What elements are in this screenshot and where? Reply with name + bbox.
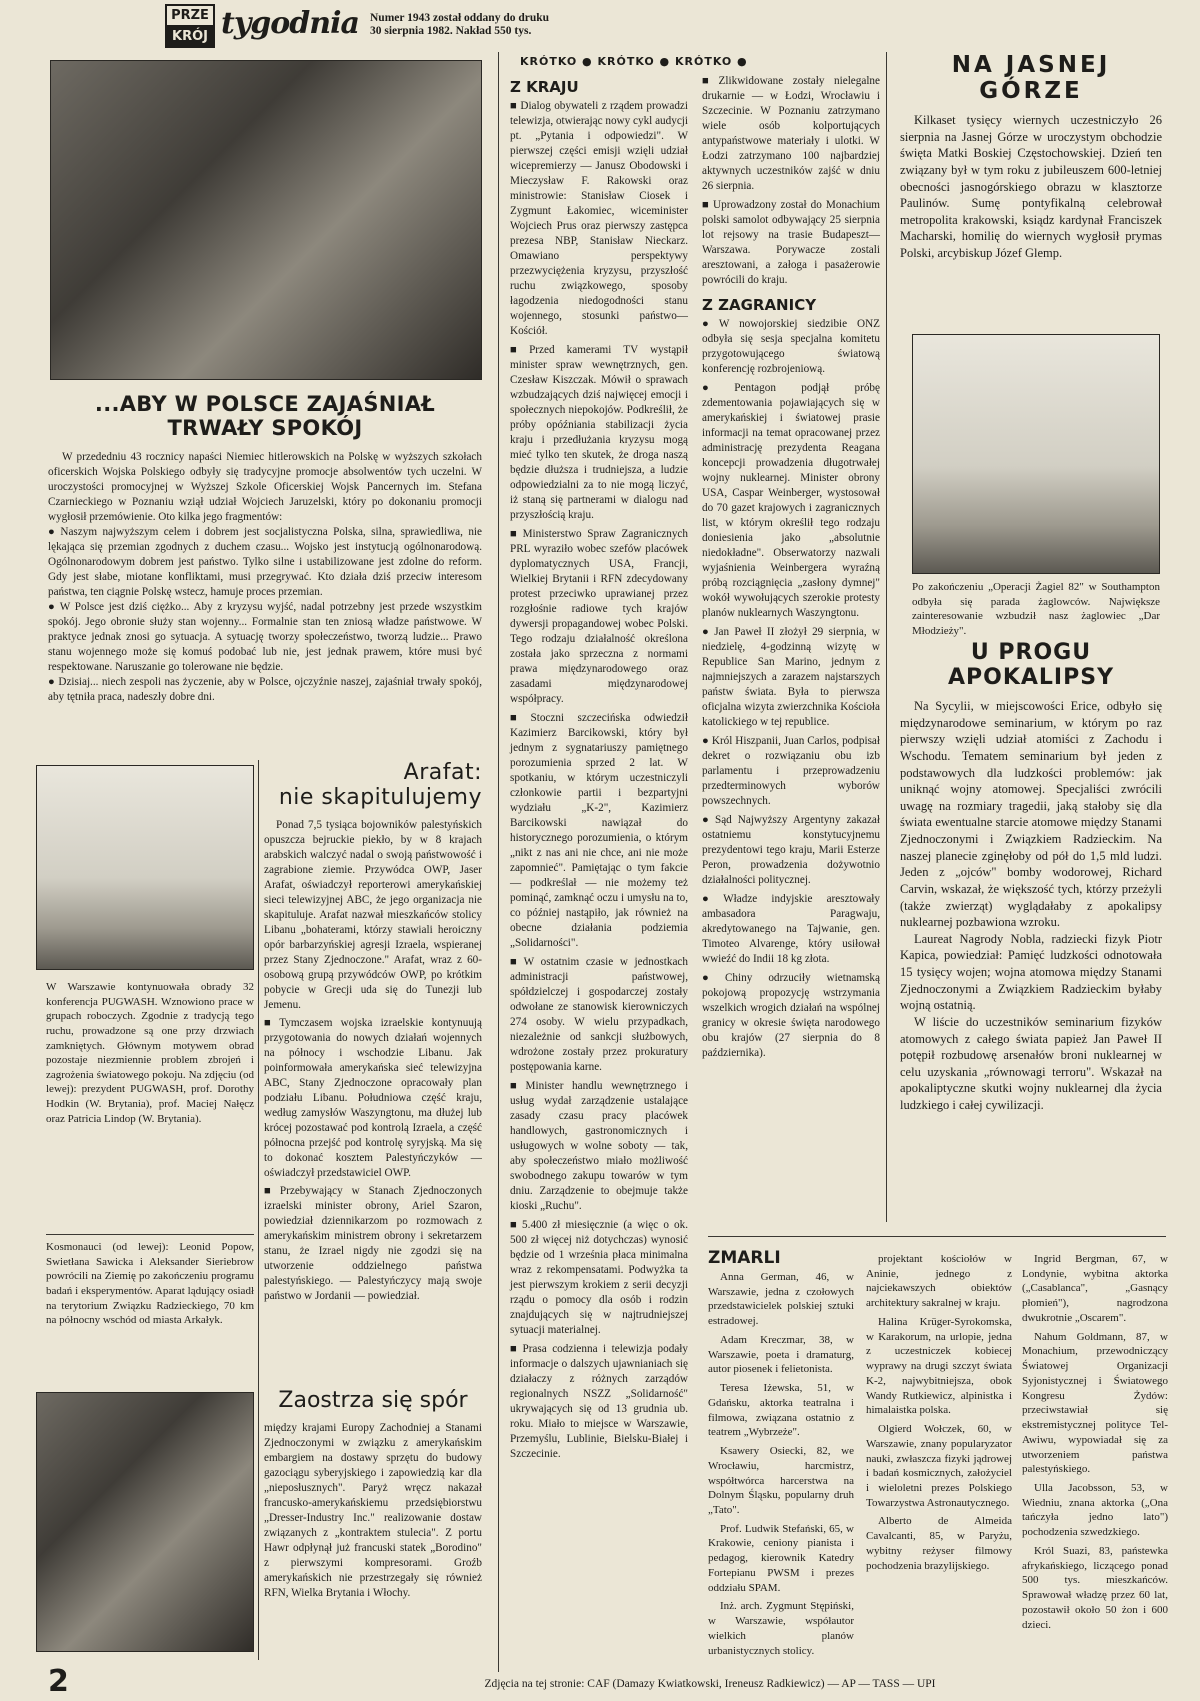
print-info-line-1: Numer 1943 został oddany do druku: [370, 12, 550, 24]
arafat-p3: [264, 1184, 482, 1304]
spor-p1: między krajami Europy Zachodniej a Stanami Zjednoczonymi w związku z amerykańskim embargiem na dostawy sprzętu do budowy gazociągu syberyjskiego i zapowiedzią kar dla „nieposłusznych". Paryż wręcz nakazał francusko-amerykańskiemu przedsiębiorstwu „Dresser-Industry Inc." realizowanie dostaw związanych z „kontraktem stulecia". Z portu Hawr odpłynął już francuski statek „Borodino" z pierwszymi kompresorami. Groźb amerykańskich nie przestrzegały się również RFN, Wielka Brytania i Włochy.: [264, 1422, 482, 1599]
column-rule: [886, 52, 887, 1222]
obituary-entry: Anna German, 46, w Warszawie, jedna z czołowych przedstawicielek polskiej sztuki estradowej.: [708, 1271, 854, 1328]
obituary-entry: Halina Krüger-Syrokomska, w Karakorum, na urlopie, jedna z uczestniczek kobiecej wyprawy na drugi szczyt świata K-2, najwybitniejsza, obok Wandy Rutkiewicz, alpinistka i himalaistka polska.: [866, 1315, 1012, 1417]
arafat-article: [264, 760, 482, 1304]
bullet-icon: ●: [48, 601, 57, 613]
obituary-entry: Nahum Goldmann, 87, w Monachium, przewodniczący Światowej Organizacji Syjonistycznej i Światowego Kongresu Żydów: przeciwstawiał się ekstremistycznej polityce Tel-Awiwu, wypowiadał się za utworzeniem państwa palestyńskiego.: [1022, 1330, 1168, 1476]
news-item: [510, 343, 688, 523]
square-bullet-icon: ■: [702, 75, 716, 87]
arafat-p2: [264, 1016, 482, 1181]
news-item: [510, 527, 688, 707]
logo-bottom: KRÓJ: [167, 27, 213, 46]
obituary-entry: Ksawery Osiecki, 82, we Wrocławiu, harcmistrz, współtwórca harcerstwa na Dolnym Śląsku, popularny druh „Tato".: [708, 1445, 854, 1517]
obituary-entry: Ingrid Bergman, 67, w Londynie, wybitna aktorka („Casablanca", „Gasnący płomień"), nagrodzona dwukrotnie „Oscarem".: [1022, 1253, 1168, 1324]
news-item-text: Król Hiszpanii, Juan Carlos, podpisał dekret o rozwiązaniu obu izb parlamentu i przeprowadzeniu przedterminowych wyborów powszechnych.: [702, 735, 881, 807]
print-info-line-2: 30 sierpnia 1982. Nakład 550 tys.: [370, 25, 532, 37]
news-item: [510, 1218, 688, 1338]
lead-quote-1: [48, 525, 482, 600]
square-bullet-icon: ■: [510, 1080, 523, 1092]
news-item-text: Zlikwidowane zostały nielegalne drukarnie — w Łodzi, Wrocławiu i Szczecinie. W Poznaniu zatrzymano wiele osób kolportujących antypaństwowe materiały i ulotki. W Łodzi zatrzymano 100 najbardziej aktywnych uczestników zajść w dniu 26 sierpnia.: [702, 75, 880, 192]
news-item-text: Minister handlu wewnętrznego i usług wydał zarządzenie ustalające zasady czasu pracy placówek handlowych, gastronomicznych i usługowych w wolne soboty — tak, aby społeczeństwo miało możliwość swobodnego zakupu towarów w tym dniu. Zarządzenie to obejmuje także kioski „Ruchu".: [510, 1080, 688, 1212]
ship-photo: [912, 334, 1160, 574]
obituary-entry: Alberto de Almeida Cavalcanti, 85, w Paryżu, wybitny reżyser filmowy pochodzenia brazylijskiego.: [866, 1515, 1012, 1572]
bullet-icon: ●: [702, 735, 709, 747]
jasna-gora-headline: NA JASNEJ GÓRZE: [951, 52, 1111, 104]
news-item: [510, 711, 688, 951]
obituary-entry: Inż. arch. Zygmunt Stępiński, w Warszawie, współautor wielkich planów urbanistycznych stolicy.: [708, 1600, 854, 1657]
news-item-text: Prasa codzienna i telewizja podały informacje o dalszych ujawnianiach się działaczy z różnych zarządów regionalnych NSZZ „Solidarność" ukrywających się od 13 grudnia ub. roku. Miało to miejsce w Warszawie, Przemyślu, Lublinie, Bielsku-Białej i Szczecinie.: [510, 1343, 688, 1460]
news-item: [702, 734, 880, 809]
news-item: [702, 381, 880, 621]
column-rule: [498, 52, 499, 1672]
square-bullet-icon: ■: [264, 1185, 277, 1197]
arafat-headline-1: Arafat:: [403, 760, 482, 785]
square-bullet-icon: ■: [510, 100, 518, 112]
spor-article: [264, 1388, 482, 1601]
ship-caption: Po zakończeniu „Operacji Żagiel 82" w Southampton odbyła się parada żaglowców. Największe zainteresowanie wzbudził nasz żaglowiec „Dar Młodzieży".: [912, 581, 1160, 637]
logo: [165, 4, 215, 48]
zmarli-col-3: [1022, 1252, 1168, 1636]
news-item: [510, 955, 688, 1075]
arafat-p1: Ponad 7,5 tysiąca bojowników palestyńskich opuszcza bejruckie piekło, by w 8 krajach arabskich walczyć nadal o swoją państwowość i zagrabione ziemie. Przywódca OWP, Jaser Arafat, oświadczył reporterowi amerykańskiej sieci telewizyjnej ABC, że jego organizacja nie skapituluje. Arafat nazwał mieszkańców stolicy Libanu „bohaterami, którzy stawiali heroiczny opór barbarzyńskiej agresji Izraela, wspieranej przez Stany Zjednoczone." Arafat, wraz z 60-osobową grupą przywódców OWP, po krótkim pobycie w Grecji uda się do Tunezji lub Jemenu.: [264, 819, 482, 1011]
pugwash-photo: [36, 765, 254, 970]
obituary-entry: Król Suazi, 83, państewka afrykańskiego, liczącego ponad 500 tys. mieszkańców. Sprawował władzę przez 60 lat, pozostawił około 50 żon i 600 dzieci.: [1022, 1544, 1168, 1631]
obituary-entry: Ulla Jacobsson, 53, w Wiedniu, znana aktorka („Ona tańczyła jedno lato") pochodzenia szwedzkiego.: [1022, 1482, 1168, 1539]
bullet-icon: ●: [702, 972, 722, 984]
zagranica-title: Z ZAGRANICY: [702, 296, 817, 314]
lead-quote-2: [48, 600, 482, 675]
apokalipsa-article: [900, 640, 1162, 1114]
kraj-items-list: [510, 99, 688, 1462]
page-number: 2: [48, 1664, 69, 1699]
arafat-headline-2: nie skapitulujemy: [278, 785, 482, 810]
kraj-title: Z KRAJU: [510, 78, 579, 96]
zmarli-col-1: [708, 1270, 854, 1662]
apokalipsa-text-3: W liście do uczestników seminarium fizyków atomowych z całego świata papież Jan Paweł II potępił rozbudowę arsenałów broni nuklearnej w celu uzyskania „równowagi terroru". Wskazał na apokaliptyczne skutki wojny nuklearnej dla życia ludzkiego i całej cywilizacji.: [900, 1014, 1162, 1112]
photo-credits: Zdjęcia na tej stronie: CAF (Damazy Kwiatkowski, Ireneusz Radkiewicz) — AP — TASS — UPI: [484, 1678, 936, 1690]
cosmonauts-photo: [36, 1392, 254, 1652]
news-item: [702, 813, 880, 888]
news-item-text: W nowojorskiej siedzibie ONZ odbyła się sesja specjalna komitetu przygotowującego światową konferencję rozbrojeniową.: [702, 318, 880, 375]
news-item-text: Chiny odrzuciły wietnamską pokojową propozycję wstrzymania wszelkich wrogich działań na wspólnej granicy w okresie święta narodowego obu krajów (27 sierpnia do 8 października).: [702, 972, 880, 1059]
bullet-icon: ●: [702, 814, 712, 826]
zmarli-col-2: [866, 1252, 1012, 1577]
jasna-gora-article: [900, 52, 1162, 262]
square-bullet-icon: ■: [510, 1343, 520, 1355]
square-bullet-icon: ■: [510, 1219, 520, 1231]
news-item: [702, 198, 880, 288]
cosmonauts-caption: Kosmonauci (od lewej): Leonid Popow, Swietłana Sawicka i Aleksander Sieriebrow powrócili na Ziemię po zakończeniu programu badań i eksperymentów. Aparat lądujący osiadł na terytorium Związku Radzieckiego, 70 km na północny wschód od miasta Arkałyk.: [46, 1241, 254, 1327]
logo-top: PRZE: [167, 6, 213, 27]
news-item: [702, 892, 880, 967]
apokalipsa-text: Na Sycylii, w miejscowości Erice, odbyło się międzynarodowe seminarium, w którym po raz pierwszy wzięli udział atomiści z Zachodu i Wschodu. Tematem seminarium był jeden z podstawowych dla ludzkości problemów: jak uniknąć wojny atomowej. Specjaliści zwrócili uwagę na rozmiary tragedii, jaką stałoby się dla świata ewentualne starcie atomowe między Stanami Zjednoczonymi i Związkiem Radzieckim. Na naszej planecie zginęłoby od pół do 1,5 mld ludzi. Jeden z „ojców" bomby wodorowej, Richard Carvin, wskazał, że większość tych, którzy przeżyli (także zwierząt) wyglądałaby z apokalipsy nuklearnej pozbawiona wzroku.: [900, 699, 1162, 930]
square-bullet-icon: ■: [510, 712, 528, 724]
krotko-banner: KRÓTKO ● KRÓTKO ● KRÓTKO ●: [520, 55, 748, 68]
print-info: [370, 12, 549, 38]
krotko-column-2: [702, 74, 880, 1065]
news-item-text: Pentagon podjął próbę zdementowania pojawiających się w amerykańskiej i światowej prasie informacji na temat opracowanej przez administrację prezydenta Reagana koncepcji prowadzenia długotrwałej wojny nuklearnej. Minister obrony USA, Caspar Weinberger, wystosował do 70 gazet krajowych i zagranicznych list, w którym określił tego rodzaju doniesienia jako „absolutnie niedokładne". Obserwatorzy nazwali wyjaśnienia Weinbergera wyraźną próbą rozciągnięcia „zasłony dymnej" wokół wywołujących szerokie protesty planów nuklearnych Waszyngtonu.: [702, 382, 880, 619]
news-item-text: Władze indyjskie aresztowały ambasadora Paragwaju, akredytowanego na Tajwanie, gen. Timoteo Alvarenge, który usiłował wwieźć do Indii 18 kg złota.: [702, 893, 880, 965]
news-item: [510, 1342, 688, 1462]
lead-photo-officers: [50, 60, 482, 380]
obituary-entry: Olgierd Wołczek, 60, w Warszawie, znany popularyzator nauki, zwłaszcza fizyki jądrowej i badań kosmicznych, założyciel i wieloletni prezes Polskiego Towarzystwa Astronautycznego.: [866, 1423, 1012, 1509]
news-item: [510, 1079, 688, 1214]
news-item-text: Przed kamerami TV wystąpił minister spraw wewnętrznych, gen. Czesław Kiszczak. Mówił o sprawach wzbudzających dziś najwięcej emocji i społecznych niepokojów. Podkreślił, że próby opóźniania stabilizacji życia kraju i przedłużania kryzysu mogą mieć tylko ten skutek, że droga naszą będzie dłuższa i trudniejsza, a ludzie odpowiedzialni za to nie mogą liczyć, iż staną się partnerami w dialogu nad przyszłością kraju.: [510, 344, 688, 521]
news-item: [702, 317, 880, 377]
news-item: [510, 99, 688, 339]
square-bullet-icon: ■: [510, 956, 521, 968]
apokalipsa-headline: U PROGU APOKALIPSY: [947, 640, 1115, 690]
pugwash-caption: W Warszawie kontynuowała obrady 32 konferencja PUGWASH. Wznowiono prace w grupach roboczych. Zgodnie z tradycją tego ruchu, prowadzone są one przy drzwiach zamkniętych. Głównym motywem obrad pozostaje niezmiennie problem zbrojeń i zagrożenia światowego pokoju. Na zdjęciu (od lewej): prezydent PUGWASH, prof. Dorothy Hodkin (W. Brytania), prof. Maciej Nałęcz oraz Patricia Lindop (W. Brytania).: [46, 981, 254, 1125]
lead-quote-3: [48, 675, 482, 705]
apokalipsa-text-2: Laureat Nagrody Nobla, radziecki fizyk Piotr Kapica, powiedział: Pamięć ludzkości odnotowała 15 tysięcy wojen; wojna atomowa między Stanami Zjednoczonymi a Związkiem Radzieckim byłaby wojną ostatnią.: [900, 931, 1162, 1013]
arafat-p3-text: Przebywający w Stanach Zjednoczonych izraelski minister obrony, Ariel Szaron, powiedział dziennikarzom po rozmowach z amerykańskim ministrem obrony i sekretarzem stanu, że Izrael nigdy nie zgodzi się na utworzenie oddzielnego państwa palestyńskiego. — Palestyńczycy mają swoje państwo w Jordanii — powiedział.: [264, 1185, 482, 1302]
lead-quote-3-text: Dzisiaj... niech zespoli nas życzenie, aby w Polsce, ojczyźnie naszej, zajaśniał trwały spokój, aby tętniła praca, nadeszły dobre dni.: [48, 676, 482, 703]
square-bullet-icon: ■: [510, 528, 520, 540]
news-item-text: Dialog obywateli z rządem prowadzi telewizja, otwierając nowy cykl audycji pt. „Pytania i odpowiedzi". W pierwszej części emisji wzięli udział wicepremierzy — Janusz Obodowski i Mieczysław F. Rakowski oraz ministrowie: Stanisław Ciosek i Zygmunt Łakomiec, wiceminister Wojciech Prus oraz pierwszy zastępca prezesa NBP, Stanisław Nieckarz. Omawiano perspektywy przezwyciężenia kryzysu, przyszłość ruchu związkowego, sposoby łagodzenia niedogodności stanu wojennego, stosunki państwo—Kościół.: [510, 100, 688, 337]
bullet-icon: ●: [702, 626, 712, 638]
zmarli-title: ZMARLI: [708, 1248, 781, 1268]
jasna-gora-text: Kilkaset tysięcy wiernych uczestniczyło 26 sierpnia na Jasnej Górze w uroczystym obchodzie święta Matki Boskiej Częstochowskiej. Dzień ten związany był w tym roku z jubileuszem 600-letniej obecności jasnogórskiego obrazu w klasztorze Paulinów. Sumę pontyfikalną celebrował metropolita krakowski, ksiądz kardynał Franciszek Macharski, homilię do wiernych wygłosił prymas Polski, arcybiskup Józef Glemp.: [900, 113, 1162, 260]
spor-headline: Zaostrza się spór: [278, 1388, 468, 1413]
square-bullet-icon: ■: [702, 199, 711, 211]
lead-headline: ...ABY W POLSCE ZAJAŚNIAŁ TRWAŁY SPOKÓJ: [94, 392, 436, 440]
news-item-text: W ostatnim czasie w jednostkach administracji państwowej, spółdzielczej i gospodarczej zostały odwołane ze stanowisk kierowniczych 274 osoby. W wielu przypadkach, niezależnie od sankcji służbowych, wdrożone zostały przez prokuratury postępowania karne.: [510, 956, 688, 1073]
bullet-icon: ●: [48, 526, 58, 538]
news-item-text: Jan Paweł II złożył 29 sierpnia, w niedzielę, 4-godzinną wizytę w Republice San Marino, jednym z najmniejszych a zarazem najstarszych państw świata. Była to pierwsza oficjalna wizyta zwierzchnika Kościoła katolickiego w tej republice.: [702, 626, 880, 728]
bullet-icon: ●: [702, 318, 716, 330]
krotko-column-1: [510, 74, 688, 1466]
lead-article: [48, 392, 482, 705]
bullet-icon: ●: [48, 676, 56, 688]
square-bullet-icon: ■: [264, 1017, 277, 1029]
bullet-icon: ●: [702, 893, 721, 905]
bullet-icon: ●: [702, 382, 732, 394]
kraj-items-2-list: [702, 74, 880, 288]
news-item: [702, 74, 880, 194]
lead-quote-1-text: Naszym najwyższym celem i dobrem jest socjalistyczna Polska, silna, sprawiedliwa, nie lękająca się przemian zgodnych z duchem czasu... Wojsko jest instytucją ogólnonarodową. Ogólnonarodowym dobrem jest państwo. Tylko silne i ustabilizowane jest zdolne do reform. Gdy jest słabe, miotane konfliktami, musi przegrywać. Kto działa dziś przeciw interesom państwa, ten ciągnie Polskę wstecz, hamuje proces przemian.: [48, 526, 482, 598]
news-item-text: Uprowadzony został do Monachium polski samolot odbywający 25 sierpnia lot rejsowy na trasie Budapeszt—Warszawa. Porywacze zostali aresztowani, a załoga i pasażerowie powrócili do kraju.: [702, 199, 880, 286]
column-rule: [258, 760, 259, 1660]
logo-script: tygodnia: [221, 6, 359, 41]
masthead: [165, 4, 625, 50]
obituary-entry: Prof. Ludwik Stefański, 65, w Krakowie, ceniony pianista i pedagog, kierownik Katedry Fortepianu PWSM i prezes oddziału SPAM.: [708, 1522, 854, 1594]
square-bullet-icon: ■: [510, 344, 527, 356]
zmarli-divider: [708, 1236, 1166, 1237]
news-item-text: Ministerstwo Spraw Zagranicznych PRL wyraziło wobec szefów placówek dyplomatycznych USA, Francji, Wielkiej Brytanii i RFN zdecydowany protest przeciwko uprawianej przez rozgłośnie radiowe tych krajów dywersji propagandowej wobec Polski. Tego rodzaju działalność określona została jako sprzeczna z normami prawa międzynarodowego oraz zasadami międzynarodowej współpracy.: [510, 528, 688, 705]
news-item-text: Stoczni szczecińska odwiedził Kazimierz Barcikowski, który był jednym z sygnatariuszy pamiętnego porozumienia sprzed 2 lat. W spotkaniu, w którym uczestniczyli członkowie partii i bezpartyjni wydziału „K-2", Kazimierz Barcikowski nawiązał do historycznego porozumienia, o którym „nikt z nas ani nie chce, ani nie może zapomnieć". Pamiętając o tym fakcie — podkreślał — nie możemy też pominąć, zamknąć oczu i umysłu na to, co później nastąpiło, jak również na obecne działania podziemia „Solidarności".: [510, 712, 688, 949]
lead-quote-2-text: W Polsce jest dziś ciężko... Aby z kryzysu wyjść, nadal potrzebny jest przede wszystkim spokój. Jego obronie służy stan wojenny... Formalnie stan ten zniosą władze państwowe. W praktyce jednak znosi go sytuacja. A sytuację tworzy społeczeństwo, tworzą ludzie... Prawo stanu wojennego może się komuś podobać lub nie, jest jednak prawem, które musi być respektowane. Naruszanie go tolerowane nie będzie.: [48, 601, 482, 673]
arafat-p2-text: Tymczasem wojska izraelskie kontynuują przygotowania do nowych działań wojennych na północy i wschodzie Libanu. Jak poinformowała amerykańska sieć telewizyjna ABC, Stany Zjednoczone opracowały plan podziału Libanu. Południowa część kraju, według zamysłów Waszyngtonu, ma dłużej lub krócej pozostawać pod kontrolą Izraela, a część północna przejść pod kontrolę syryjską. Ma się to dokonać kosztem Palestyńczyków — oświadczył przedstawiciel OWP.: [264, 1017, 482, 1179]
news-item-text: 5.400 zł miesięcznie (a więc o ok. 500 zł więcej niż dotychczas) wynosić będzie od 1 września płaca minimalna wraz z rekompensatami. Podwyżka ta jest pierwszym krokiem z serii decyzji rządu o pomocy dla osób i rodzin znajdujących się w najtrudniejszej sytuacji materialnej.: [510, 1219, 688, 1336]
news-item: [702, 971, 880, 1061]
zagranica-items-list: [702, 317, 880, 1061]
lead-intro: W przededniu 43 rocznicy napaści Niemiec hitlerowskich na Polskę w wyższych szkołach oficerskich Wojska Polskiego odbyły się tradycyjne promocje absolwentów tych uczelni. W uroczystości promocyjnej w Wyższej Szkole Oficerskiej Wojsk Pancernych im. Stefana Czarnieckiego w Poznaniu wziął udział Wojciech Jaruzelski, który po dokonaniu promocji wygłosił przemówienie. Oto kilka jego fragmentów:: [48, 451, 482, 523]
obituary-entry: Adam Kreczmar, 38, w Warszawie, poeta i dramaturg, autor piosenek i felietonista.: [708, 1333, 854, 1376]
news-item: [702, 625, 880, 730]
obituary-entry: projektant kościołów w Aninie, jednego z najciekawszych obiektów architektury sakralnej w kraju.: [866, 1253, 1012, 1310]
divider: [46, 1234, 254, 1235]
obituary-entry: Teresa Iżewska, 51, w Gdańsku, aktorka teatralna i filmowa, związana ostatnio z teatrem „Wybrzeże".: [708, 1382, 854, 1439]
news-item-text: Sąd Najwyższy Argentyny zakazał ostatniemu konstytucyjnemu prezydentowi tego kraju, Marii Esterze Peron, prowadzenia dożywotnio działalności politycznej.: [702, 814, 880, 886]
